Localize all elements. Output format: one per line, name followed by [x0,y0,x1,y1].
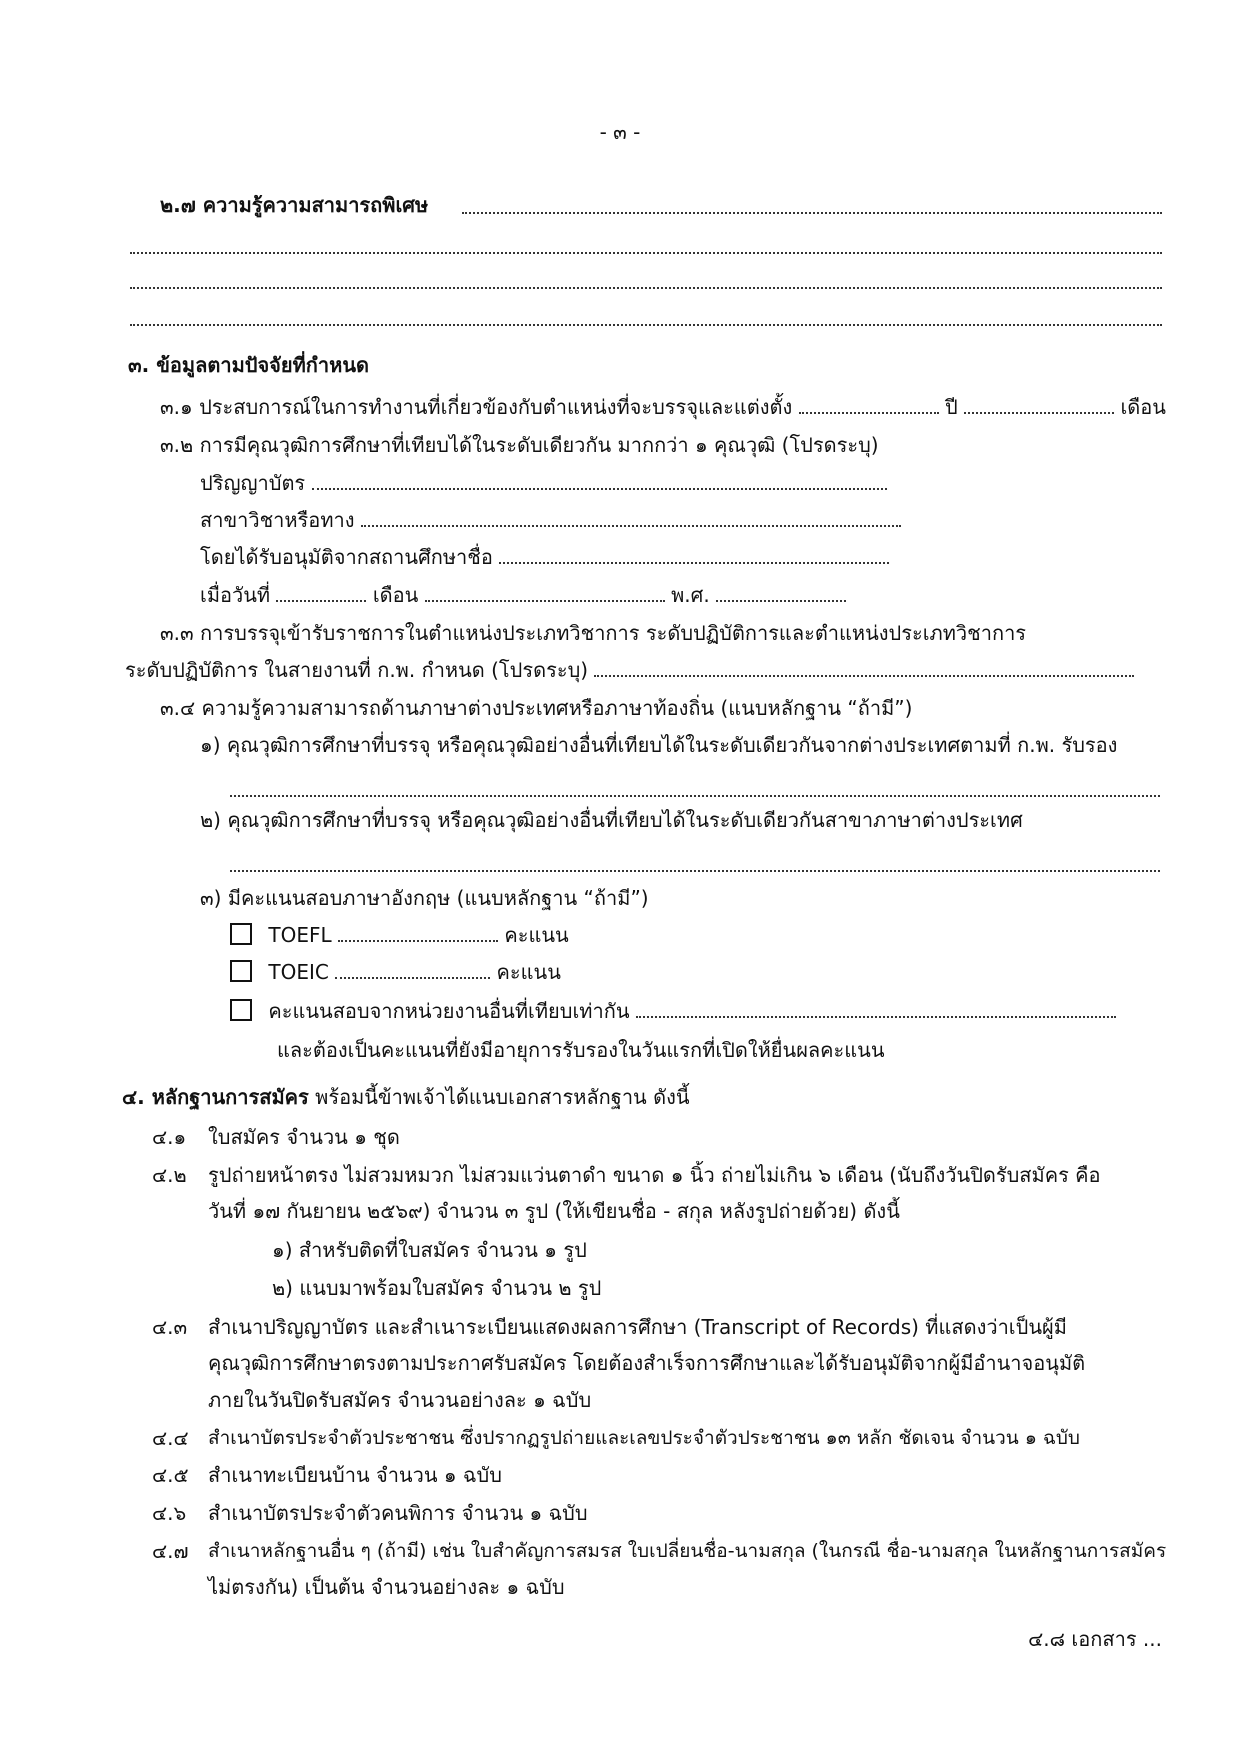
continuation-note: ๔.๘ เอกสาร ... [1028,1627,1162,1651]
section-3-3-line-2: ระดับปฏิบัติการ ในสายงานที่ ก.พ. กำหนด (โปรดระบุ) [125,658,589,682]
item-4-2-line-1: รูปถ่ายหน้าตรง ไม่สวมหมวก ไม่สวมแว่นตาดำ ขนาด ๑ นิ้ว ถ่ายไม่เกิน ๖ เดือน (นับถึงวันปิดรับสมัคร คือ [208,1163,1101,1187]
section-3-heading: ๓. ข้อมูลตามปัจจัยที่กำหนด [128,353,369,377]
page-number: - ๓ - [599,120,641,144]
major-row [200,505,901,535]
toefl-row [230,920,569,950]
section-4-heading [122,1082,690,1112]
item-4-1-num: ๔.๑ [152,1125,187,1149]
approved-row [200,542,889,572]
photo-sub-1: ๑) สำหรับติดที่ใบสมัคร จำนวน ๑ รูป [272,1238,587,1262]
approved-label: โดยได้รับอนุมัติจากสถานศึกษาชื่อ [200,545,493,569]
month-unit: เดือน [1120,395,1166,419]
item-4-6-num: ๔.๖ [152,1501,187,1525]
section-2-7-label: ๒.๗ ความรู้ความสามารถพิเศษ [160,193,429,217]
other-score-row [230,996,1116,1026]
special-skills-field[interactable] [462,210,1162,214]
major-field[interactable] [361,507,901,527]
month-label: เดือน [372,583,419,607]
other-score-checkbox[interactable] [230,999,252,1021]
toeic-checkbox[interactable] [230,960,252,982]
item-4-4-text: สำเนาบัตรประจำตัวประชาชน ซึ่งปรากฏรูปถ่ายและเลขประจำตัวประชาชน ๑๓ หลัก ชัดเจน จำนวน ๑ ฉบับ [208,1427,1080,1449]
day-field[interactable] [276,582,366,602]
section-3-4-item-3: ๓) มีคะแนนสอบภาษาอังกฤษ (แนบหลักฐาน “ถ้ามี”) [200,886,649,910]
toeic-row [230,957,561,987]
special-skills-line-4[interactable] [130,322,1162,326]
year-unit: ปี [945,395,958,419]
experience-years-field[interactable] [799,394,939,414]
be-year-label: พ.ศ. [671,583,710,607]
section-3-1-label: ๓.๑ ประสบการณ์ในการทำงานที่เกี่ยวข้องกับตำแหน่งที่จะบรรจุและแต่งตั้ง [160,395,793,419]
item-4-7-line-1: สำเนาหลักฐานอื่น ๆ (ถ้ามี) เช่น ใบสำคัญการสมรส ใบเปลี่ยนชื่อ-นามสกุล (ในกรณี ชื่อ-นามสกุล ในหลักฐานการสมัคร [208,1540,1167,1562]
language-major-field[interactable] [230,868,1160,872]
on-date-label: เมื่อวันที่ [200,583,271,607]
toefl-score-field[interactable] [338,922,498,942]
section-3-3-line-1: ๓.๓ การบรรจุเข้ารับราชการในตำแหน่งประเภทวิชาการ ระดับปฏิบัติการและตำแหน่งประเภทวิชาการ [160,621,1027,645]
be-year-field[interactable] [716,582,846,602]
toefl-checkbox[interactable] [230,923,252,945]
experience-months-field[interactable] [964,394,1114,414]
special-skills-line-2[interactable] [130,250,1162,254]
foreign-qualification-field[interactable] [230,793,1160,797]
section-3-4-label: ๓.๔ ความรู้ความสามารถด้านภาษาต่างประเทศหรือภาษาท้องถิ่น (แนบหลักฐาน “ถ้ามี”) [160,696,913,720]
special-skills-line-3[interactable] [130,285,1162,289]
item-4-3-line-2: คุณวุฒิการศึกษาตรงตามประกาศรับสมัคร โดยต้องสำเร็จการศึกษาและได้รับอนุมัติจากผู้มีอำนาจอนุมัติ [208,1351,1086,1375]
career-line-field[interactable] [594,657,1134,677]
section-3-1 [160,392,1166,422]
item-4-6-text: สำเนาบัตรประจำตัวคนพิการ จำนวน ๑ ฉบับ [208,1501,588,1525]
item-4-3-line-1: สำเนาปริญญาบัตร และสำเนาระเบียนแสดงผลการศึกษา (Transcript of Records) ที่แสดงว่าเป็นผู้มี [208,1315,1067,1339]
other-score-label: คะแนนสอบจากหน่วยงานอื่นที่เทียบเท่ากัน [268,999,630,1023]
photo-sub-2: ๒) แนบมาพร้อมใบสมัคร จำนวน ๒ รูป [272,1276,602,1300]
item-4-1-text: ใบสมัคร จำนวน ๑ ชุด [208,1125,400,1149]
item-4-5-num: ๔.๕ [152,1463,189,1487]
item-4-7-line-2: ไม่ตรงกัน) เป็นต้น จำนวนอย่างละ ๑ ฉบับ [208,1575,565,1599]
section-4-heading-bold: ๔. หลักฐานการสมัคร [122,1085,309,1109]
section-3-2-label: ๓.๒ การมีคุณวุฒิการศึกษาที่เทียบได้ในระดับเดียวกัน มากกว่า ๑ คุณวุฒิ (โปรดระบุ) [160,433,879,457]
month-field[interactable] [425,582,665,602]
degree-row [200,468,887,498]
toeic-score-field[interactable] [335,959,490,979]
toeic-label: TOEIC [268,960,329,984]
item-4-3-line-3: ภายในวันปิดรับสมัคร จำนวนอย่างละ ๑ ฉบับ [208,1388,592,1412]
approval-date-row [200,580,846,610]
item-4-4-num: ๔.๔ [152,1426,189,1450]
other-score-field[interactable] [636,998,1116,1018]
section-3-4-item-1: ๑) คุณวุฒิการศึกษาที่บรรจุ หรือคุณวุฒิอย่างอื่นที่เทียบได้ในระดับเดียวกันจากต่างประเทศตามที่ ก.พ. รับรอง [200,733,1118,757]
toefl-label: TOEFL [268,923,332,947]
score-validity-note: และต้องเป็นคะแนนที่ยังมีอายุการรับรองในวันแรกที่เปิดให้ยื่นผลคะแนน [277,1038,885,1062]
section-3-3-row-2 [125,655,1134,685]
section-4-heading-rest: พร้อมนี้ข้าพเจ้าได้แนบเอกสารหลักฐาน ดังนี้ [315,1085,690,1109]
section-3-4-item-2: ๒) คุณวุฒิการศึกษาที่บรรจุ หรือคุณวุฒิอย่างอื่นที่เทียบได้ในระดับเดียวกันสาขาภาษาต่างประเทศ [200,808,1023,832]
toefl-score-unit: คะแนน [504,923,569,947]
institution-field[interactable] [499,544,889,564]
degree-field[interactable] [312,470,887,490]
major-label: สาขาวิชาหรือทาง [200,508,355,532]
item-4-3-num: ๔.๓ [152,1315,188,1339]
toeic-score-unit: คะแนน [496,960,561,984]
item-4-5-text: สำเนาทะเบียนบ้าน จำนวน ๑ ฉบับ [208,1463,502,1487]
item-4-2-num: ๔.๒ [152,1163,187,1187]
degree-label: ปริญญาบัตร [200,471,306,495]
item-4-2-line-2: วันที่ ๑๗ กันยายน ๒๕๖๙) จำนวน ๓ รูป (ให้เขียนชื่อ - สกุล หลังรูปถ่ายด้วย) ดังนี้ [208,1199,900,1223]
item-4-7-num: ๔.๗ [152,1539,189,1563]
